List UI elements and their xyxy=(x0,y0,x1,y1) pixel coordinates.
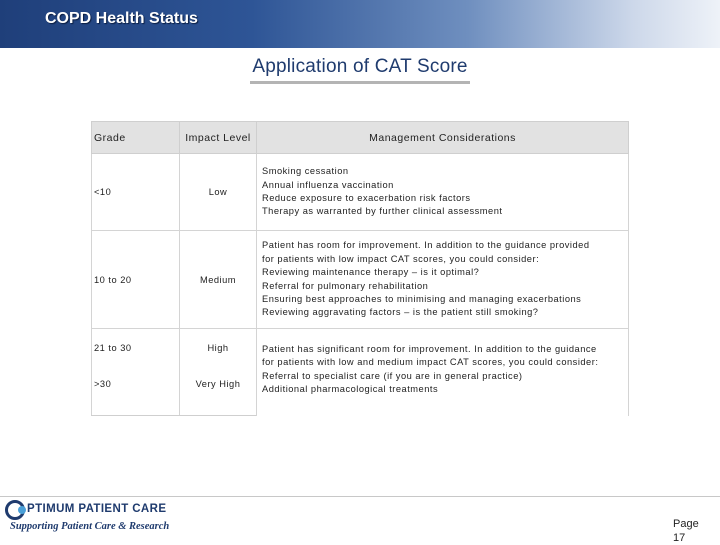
logo-tagline: Supporting Patient Care & Research xyxy=(10,521,170,532)
slide-title-container xyxy=(0,56,720,84)
slide-title: Application of CAT Score xyxy=(250,56,469,84)
table-header-row xyxy=(92,122,629,154)
management-line: Patient has significant room for improvement. In addition to the guidance xyxy=(262,344,597,354)
grade-cell: >30 xyxy=(92,372,180,416)
management-line: Reduce exposure to exacerbation risk factors xyxy=(262,193,471,203)
management-cell xyxy=(257,329,629,416)
management-line: Referral to specialist care (if you are in general practice) xyxy=(262,370,523,381)
grade-cell: 21 to 30 xyxy=(92,329,180,372)
management-line: Referral for pulmonary rehabilitation xyxy=(262,280,429,291)
management-line: Therapy as warranted by further clinical assessment xyxy=(262,206,503,217)
page-number xyxy=(673,517,699,545)
management-line: Additional pharmacological treatments xyxy=(262,384,439,395)
table-row xyxy=(92,154,629,231)
management-line: Ensuring best approaches to minimising and managing exacerbations xyxy=(262,293,582,304)
column-header-impact: Impact Level xyxy=(180,122,257,154)
header-band xyxy=(0,0,720,48)
grade-cell: 10 to 20 xyxy=(92,231,180,329)
management-line: Annual influenza vaccination xyxy=(262,179,394,190)
table-row xyxy=(92,329,629,372)
section-title: COPD Health Status xyxy=(45,10,198,27)
impact-cell: High xyxy=(180,329,257,372)
column-header-grade: Grade xyxy=(92,122,180,154)
optimum-patient-care-logo xyxy=(5,500,185,538)
grade-cell: <10 xyxy=(92,154,180,231)
cat-score-table xyxy=(91,121,629,416)
column-header-management: Management Considerations xyxy=(257,122,629,154)
impact-cell: Low xyxy=(180,154,257,231)
logo-o-icon xyxy=(5,500,25,520)
impact-cell: Very High xyxy=(180,372,257,416)
management-line: Reviewing aggravating factors – is the patient still smoking? xyxy=(262,307,539,318)
impact-cell: Medium xyxy=(180,231,257,329)
management-line: Reviewing maintenance therapy – is it optimal? xyxy=(262,267,480,278)
page-number-value: 17 xyxy=(673,532,686,544)
management-line: for patients with low and medium impact CAT scores, you could consider: xyxy=(262,357,599,368)
management-cell xyxy=(257,154,629,231)
management-cell xyxy=(257,231,629,329)
management-line: for patients with low impact CAT scores, you could consider: xyxy=(262,253,540,264)
management-line: Patient has room for improvement. In addition to the guidance provided xyxy=(262,240,590,251)
management-line: Smoking cessation xyxy=(262,166,349,177)
page-label: Page xyxy=(673,518,699,530)
footer-divider xyxy=(0,496,720,497)
logo-brand-text: PTIMUM PATIENT CARE xyxy=(27,503,167,515)
table-row xyxy=(92,231,629,329)
